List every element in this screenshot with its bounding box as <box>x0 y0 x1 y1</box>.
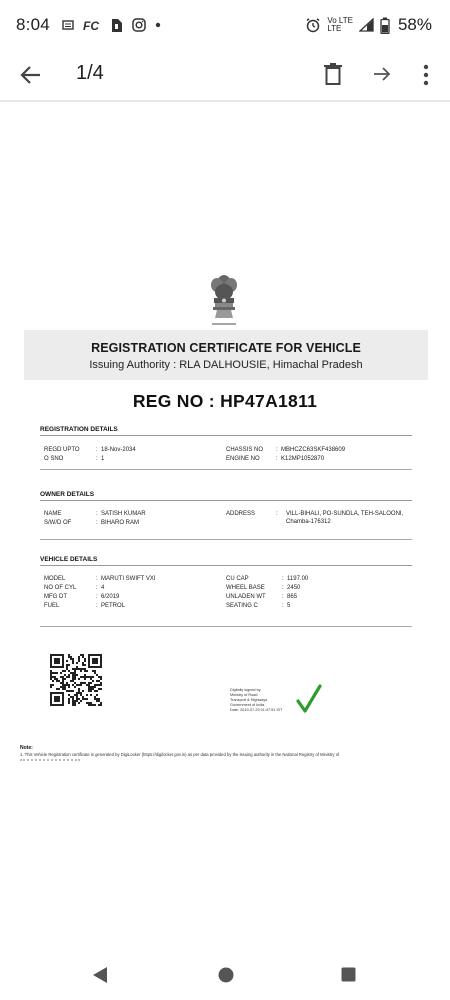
nav-recent-apps-icon[interactable] <box>341 967 356 982</box>
delete-icon[interactable] <box>322 61 344 87</box>
cyl-value: 4 <box>101 585 105 591</box>
wheel-base-value: 2450 <box>287 585 301 591</box>
signature-line-3: Transport & Highways <box>230 698 268 702</box>
signature-line-1: Digitally signed by <box>230 688 261 692</box>
seating-row: SEATING C : 5 <box>226 603 291 609</box>
network-lte-indicator <box>327 17 353 33</box>
svg-text:FC: FC <box>82 18 99 32</box>
owner-details-heading: OWNER DETAILS <box>40 491 412 501</box>
signature-line-2: Ministry of Road <box>230 693 258 697</box>
address-row: ADDRESS : <box>226 511 278 517</box>
regd-upto-row: REGD UPTO : 18-Nov-2034 <box>44 447 136 453</box>
swdo-value: BIHARO RAM <box>101 520 140 526</box>
section-divider <box>40 469 412 470</box>
nav-home-icon[interactable] <box>218 967 234 983</box>
unladen-wt-label: UNLADEN WT <box>226 594 266 600</box>
seating-label: SEATING C <box>226 603 258 609</box>
unladen-wt-row: UNLADEN WT : 865 <box>226 594 298 600</box>
vehicle-details-section <box>40 556 412 628</box>
nav-back-icon[interactable] <box>92 966 108 984</box>
model-row: MODEL : MARUTI SWIFT VXI <box>44 576 156 582</box>
status-right <box>305 0 432 50</box>
issuing-authority: Issuing Authority : RLA DALHOUSIE, Himachal Pradesh <box>89 359 363 371</box>
registration-details-section <box>40 426 412 470</box>
model-value: MARUTI SWIFT VXI <box>101 576 156 582</box>
address-label: ADDRESS <box>226 511 256 517</box>
national-emblem-icon <box>204 272 244 330</box>
document-page <box>0 104 450 954</box>
note-text: 1. This Vehicle Registration certificate is generated by DigiLocker (https://digilocker.gov.in) as per data provided by the issuing authority in the National Registry of Ministry of <box>20 752 340 757</box>
mfg-value: 6/2019 <box>101 594 120 600</box>
regd-upto-value: 18-Nov-2034 <box>101 447 136 453</box>
chassis-label: CHASSIS NO <box>226 447 264 453</box>
digital-signature <box>230 684 326 726</box>
message-icon <box>62 19 74 31</box>
dot-icon <box>155 22 161 28</box>
forward-arrow-icon[interactable] <box>370 62 394 86</box>
signature-line-4: Government of India <box>230 703 265 707</box>
name-value: SATISH KUMAR <box>101 511 146 517</box>
section-divider <box>40 539 412 540</box>
lte-top-label: Vo LTE <box>327 16 353 25</box>
registration-number: REG NO : HP47A1811 <box>132 391 318 411</box>
chassis-row: CHASSIS NO : MBHCZC63SKF438609 <box>226 447 346 453</box>
more-options-icon[interactable] <box>418 62 434 88</box>
o-sno-label: O SNO <box>44 456 64 462</box>
battery-percent: 58% <box>397 15 432 34</box>
name-label: NAME <box>44 511 62 517</box>
unladen-wt-value: 865 <box>287 594 298 600</box>
alarm-icon <box>305 17 321 33</box>
cu-cap-row: CU CAP : 1197.00 <box>226 576 309 582</box>
fuel-row: FUEL : PETROL <box>44 603 126 609</box>
signature-line-5: Date: 2019-07-29 01:37:51 IST <box>230 708 283 712</box>
engine-value: K12MP1052870 <box>281 456 325 462</box>
name-row: NAME : SATISH KUMAR <box>44 511 146 517</box>
model-label: MODEL <box>44 576 66 582</box>
engine-row: ENGINE NO : K12MP1052870 <box>226 456 325 462</box>
cyl-label: NO OF CYL <box>44 585 77 591</box>
vehicle-details-heading: VEHICLE DETAILS <box>40 556 412 566</box>
notification-icons <box>62 18 161 33</box>
certificate-title: REGISTRATION CERTIFICATE FOR VEHICLE <box>91 341 361 355</box>
qr-code-icon <box>50 654 102 706</box>
system-nav-bar <box>0 952 450 1000</box>
cyl-row: NO OF CYL : 4 <box>44 585 105 591</box>
fuel-value: PETROL <box>101 603 126 609</box>
chassis-value: MBHCZC63SKF438609 <box>281 447 346 453</box>
swdo-row: S/W/D OF : BIHARO RAM <box>44 520 140 526</box>
engine-label: ENGINE NO <box>226 456 260 462</box>
battery-icon <box>380 17 390 34</box>
checkmark-icon <box>296 684 322 714</box>
note-title: Note: <box>20 745 33 751</box>
cu-cap-value: 1197.00 <box>287 576 309 582</box>
fc-app-icon <box>83 19 101 32</box>
swdo-label: S/W/D OF <box>44 520 72 526</box>
status-time: 8:04 <box>16 15 50 34</box>
cu-cap-label: CU CAP <box>226 576 249 582</box>
signal-icon <box>359 18 374 32</box>
section-divider <box>40 626 412 627</box>
certificate-header <box>24 330 428 380</box>
o-sno-row: O SNO : 1 <box>44 456 105 462</box>
back-arrow-icon[interactable] <box>18 62 44 88</box>
wheel-base-label: WHEEL BASE <box>226 585 265 591</box>
seating-value: 5 <box>287 603 291 609</box>
registration-details-heading: REGISTRATION DETAILS <box>40 426 412 436</box>
address-value: VILL-BIHALI, PO-SUNDLA, TEH-SALOONI, Chamba-176312 <box>286 511 404 525</box>
lte-bottom-label: LTE <box>327 24 342 33</box>
sim-icon <box>110 18 123 33</box>
note-overflow-line <box>20 759 80 762</box>
mfg-row: MFG DT : 6/2019 <box>44 594 120 600</box>
regd-upto-label: REGD UPTO <box>44 447 80 453</box>
mfg-label: MFG DT <box>44 594 67 600</box>
wheel-base-row: WHEEL BASE : 2450 <box>226 585 301 591</box>
status-bar <box>0 0 450 50</box>
o-sno-value: 1 <box>101 456 105 462</box>
instagram-icon <box>132 18 146 32</box>
fuel-label: FUEL <box>44 603 60 609</box>
owner-details-section <box>40 491 412 543</box>
signature-text <box>230 688 300 713</box>
page-indicator: 1/4 <box>76 62 104 84</box>
viewer-toolbar <box>0 50 450 102</box>
